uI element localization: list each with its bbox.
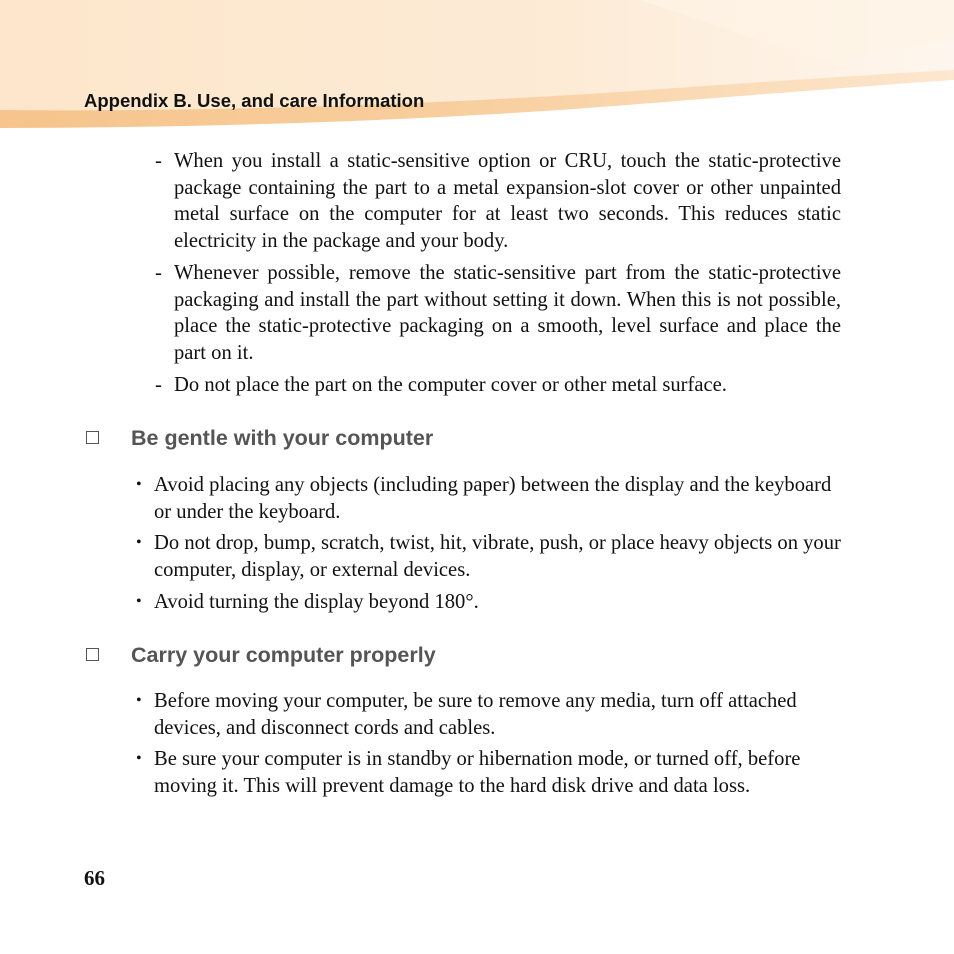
list-item — [134, 589, 844, 616]
static-precautions-list — [155, 148, 841, 403]
list-item — [134, 472, 844, 525]
list-item — [155, 148, 841, 255]
bullet-marker: • — [136, 750, 142, 768]
section-heading-text: Be gentle with your computer — [131, 426, 434, 450]
page-number: 66 — [84, 866, 105, 890]
running-header: Appendix B. Use, and care Information — [84, 90, 425, 111]
list-item-text: Before moving your computer, be sure to remove any media, turn off attached devices, and disconnect cords and cables. — [154, 690, 797, 739]
dash-marker: - — [155, 261, 162, 284]
list-item-text: Be sure your computer is in standby or hibernation mode, or turned off, before moving it. This will prevent damage to the hard disk drive and data loss. — [154, 748, 801, 798]
section-heading-carry — [86, 643, 436, 668]
list-item-text: Do not place the part on the computer cover or other metal surface. — [174, 373, 727, 396]
list-item — [155, 260, 841, 367]
list-item-text: Whenever possible, remove the static-sensitive part from the static-protective packaging and install the part without setting it down. When this is not possible, place the static-protective packaging on a smooth, level surface and place the part on it. — [174, 261, 841, 364]
section-heading-text: Carry your computer properly — [131, 643, 436, 667]
list-item-text: When you install a static-sensitive option or CRU, touch the static-protective package containing the part to a metal expansion-slot cover or other unpainted metal surface on the computer for at least two seconds. This reduces static electricity in the package and your body. — [174, 150, 841, 253]
list-item — [155, 372, 841, 399]
gentle-tips-list — [134, 472, 844, 621]
carry-tips-list — [134, 688, 844, 805]
bullet-marker: • — [136, 692, 142, 709]
list-item-text: Avoid placing any objects (including paper) between the display and the keyboard or under the keyboard. — [154, 474, 832, 523]
dash-marker: - — [155, 373, 162, 396]
square-bullet-icon — [86, 648, 99, 661]
header-banner — [0, 0, 954, 135]
list-item — [134, 530, 844, 583]
list-item-text: Avoid turning the display beyond 180°. — [154, 590, 479, 613]
dash-marker: - — [155, 150, 162, 172]
bullet-marker: • — [136, 476, 142, 493]
list-item-text: Do not drop, bump, scratch, twist, hit, vibrate, push, or place heavy objects on your computer, display, or external devices. — [154, 532, 841, 582]
list-item — [134, 688, 844, 741]
section-heading-gentle — [86, 426, 433, 451]
list-item — [134, 746, 844, 799]
bullet-marker: • — [136, 534, 142, 552]
bullet-marker: • — [136, 592, 142, 610]
square-bullet-icon — [86, 431, 99, 444]
